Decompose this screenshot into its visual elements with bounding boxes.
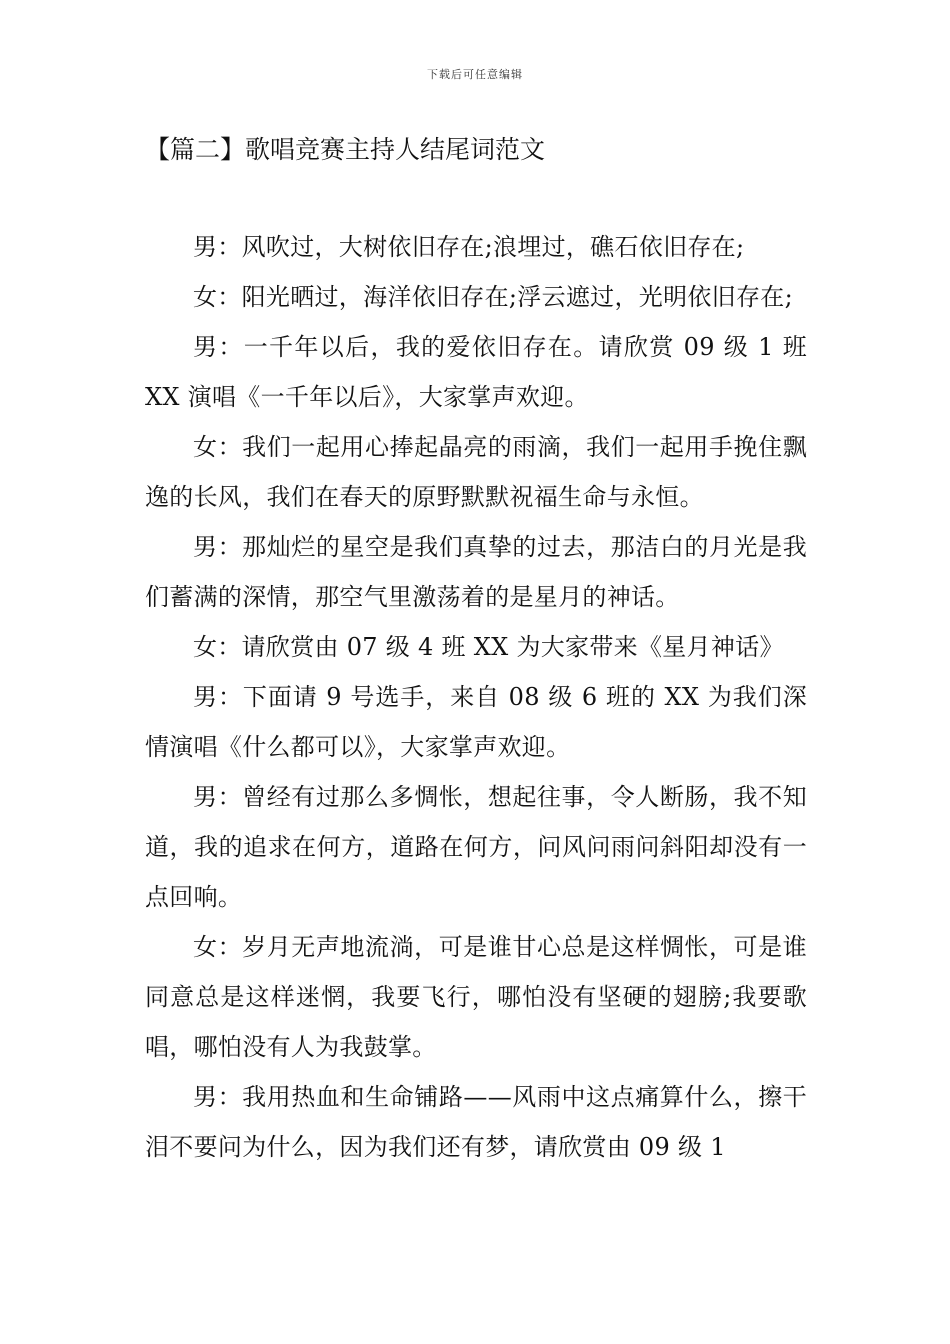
paragraph: 男：一千年以后，我的爱依旧存在。请欣赏 09 级 1 班 XX 演唱《一千年以后》，大家掌声欢迎。: [145, 333, 807, 411]
paragraph: 男：我用热血和生命铺路——风雨中这点痛算什么，擦干泪不要问为什么，因为我们还有梦，请欣赏由 09 级 1: [145, 1083, 807, 1161]
document-title: 【篇二】歌唱竞赛主持人结尾词范文: [145, 135, 546, 164]
document-body: [145, 222, 807, 1172]
paragraph: 男：那灿烂的星空是我们真挚的过去，那洁白的月光是我们蓄满的深情，那空气里激荡着的是星月的神话。: [145, 533, 807, 611]
paragraph: 女：我们一起用心捧起晶亮的雨滴，我们一起用手挽住飘逸的长风，我们在春天的原野默默祝福生命与永恒。: [145, 433, 807, 511]
paragraph: 男：下面请 9 号选手，来自 08 级 6 班的 XX 为我们深情演唱《什么都可以》，大家掌声欢迎。: [145, 683, 807, 761]
paragraph: 女：阳光晒过，海洋依旧存在;浮云遮过，光明依旧存在;: [193, 283, 793, 311]
paragraph: 男：风吹过，大树依旧存在;浪埋过，礁石依旧存在;: [193, 233, 745, 261]
header-note: 下载后可任意编辑: [427, 68, 523, 81]
paragraph: 男：曾经有过那么多惆怅，想起往事，令人断肠，我不知道，我的追求在何方，道路在何方，问风问雨问斜阳却没有一点回响。: [145, 783, 807, 911]
paragraph: 女：岁月无声地流淌，可是谁甘心总是这样惆怅，可是谁同意总是这样迷惘，我要飞行，哪怕没有坚硬的翅膀;我要歌唱，哪怕没有人为我鼓掌。: [145, 933, 807, 1061]
paragraph: 女：请欣赏由 07 级 4 班 XX 为大家带来《星月神话》: [193, 633, 784, 661]
